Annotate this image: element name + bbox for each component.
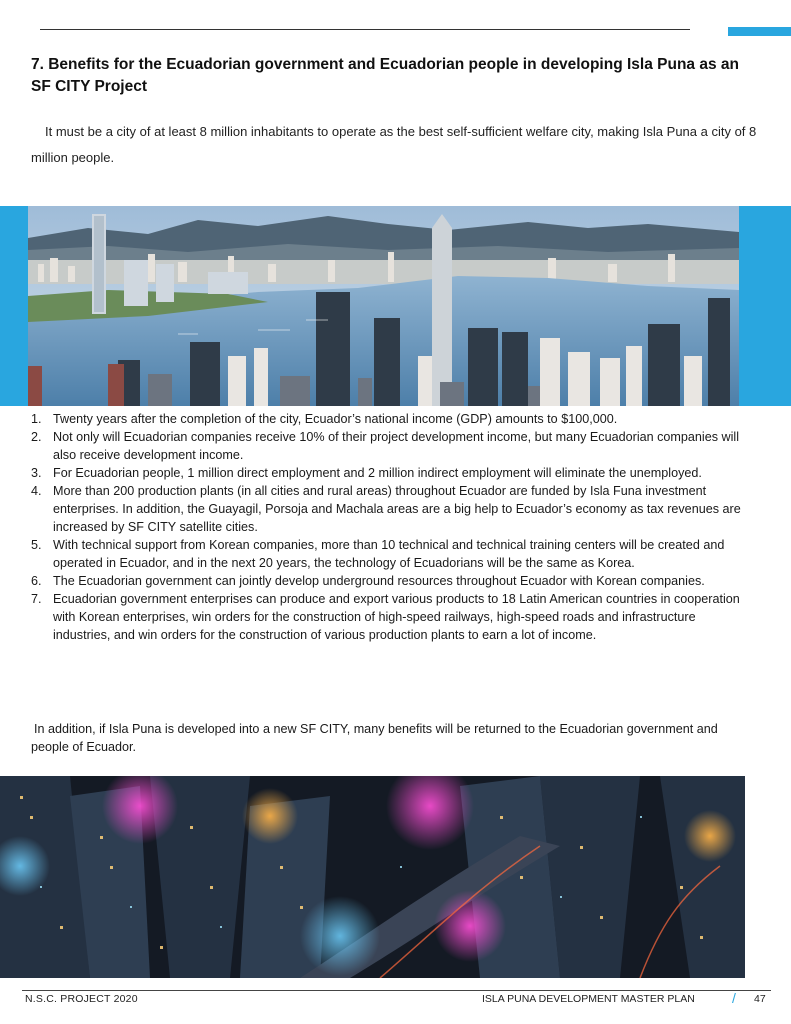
harbor-skyline-photo — [28, 206, 739, 406]
list-item-text: Twenty years after the completion of the city, Ecuador’s national income (GDP) amounts to $100,000. — [53, 412, 618, 426]
header-rule — [40, 29, 690, 30]
list-item — [31, 464, 746, 482]
list-item-text: Not only will Ecuadorian companies receive 10% of their project development income, but many Ecuadorian companies will also receive development income. — [53, 430, 740, 462]
list-item — [31, 482, 746, 536]
list-item — [31, 572, 746, 590]
footer-rule — [22, 990, 771, 991]
list-item-number: 1. — [31, 412, 42, 426]
list-item — [31, 536, 746, 572]
section-title: 7. Benefits for the Ecuadorian government and Ecuadorian people in developing Isla Puna as an SF CITY Project — [31, 56, 739, 95]
list-item-text: For Ecuadorian people, 1 million direct employment and 2 million indirect employment will eliminate the unemployed. — [53, 466, 702, 480]
benefits-list — [31, 410, 746, 644]
list-item — [31, 590, 746, 644]
header-accent-bar — [728, 27, 791, 36]
list-item-number: 2. — [31, 430, 42, 444]
list-item-text: The Ecuadorian government can jointly develop underground resources throughout Ecuador with Korean companies. — [53, 574, 705, 588]
footer-document-title: ISLA PUNA DEVELOPMENT MASTER PLAN — [482, 993, 695, 1005]
image-accent-band-right — [739, 206, 791, 406]
list-item — [31, 410, 746, 428]
list-item-number: 7. — [31, 592, 42, 606]
list-item-text: Ecuadorian government enterprises can produce and export various products to 18 Latin American countries in cooperation with Korean enterprises, win orders for the construction of high-speed railways, high-speed roads and infrastructure industries, and win orders for the construction of various production plants to earn a lot of income. — [53, 592, 740, 642]
list-item-text: More than 200 production plants (in all cities and rural areas) throughout Ecuador are funded by Isla Funa investment enterprises. In addition, the Guayagil, Porsoja and Machala areas are a big help to Ecuador’s economy as tax revenues are increased by SF CITY satellite cities. — [53, 484, 741, 534]
list-item-number: 6. — [31, 574, 42, 588]
closing-paragraph: In addition, if Isla Puna is developed into a new SF CITY, many benefits will be returned to the Ecuadorian government and people of Ecuador. — [31, 722, 718, 754]
image-accent-band-left — [0, 206, 28, 406]
list-item-number: 4. — [31, 484, 42, 498]
list-item-number: 3. — [31, 466, 42, 480]
night-city-aerial-photo — [0, 776, 745, 978]
list-item-text: With technical support from Korean companies, more than 10 technical and technical training centers will be created and operated in Ecuador, and in the next 20 years, the technology of Ecuadorians will be the same as Korea. — [53, 538, 725, 570]
intro-paragraph: It must be a city of at least 8 million inhabitants to operate as the best self-sufficient welfare city, making Isla Puna a city of 8 million people. — [31, 124, 757, 165]
footer-project-name: N.S.C. PROJECT 2020 — [25, 993, 138, 1005]
list-item — [31, 428, 746, 464]
page-number: 47 — [754, 993, 766, 1005]
list-item-number: 5. — [31, 538, 42, 552]
footer-separator: / — [732, 990, 736, 1006]
